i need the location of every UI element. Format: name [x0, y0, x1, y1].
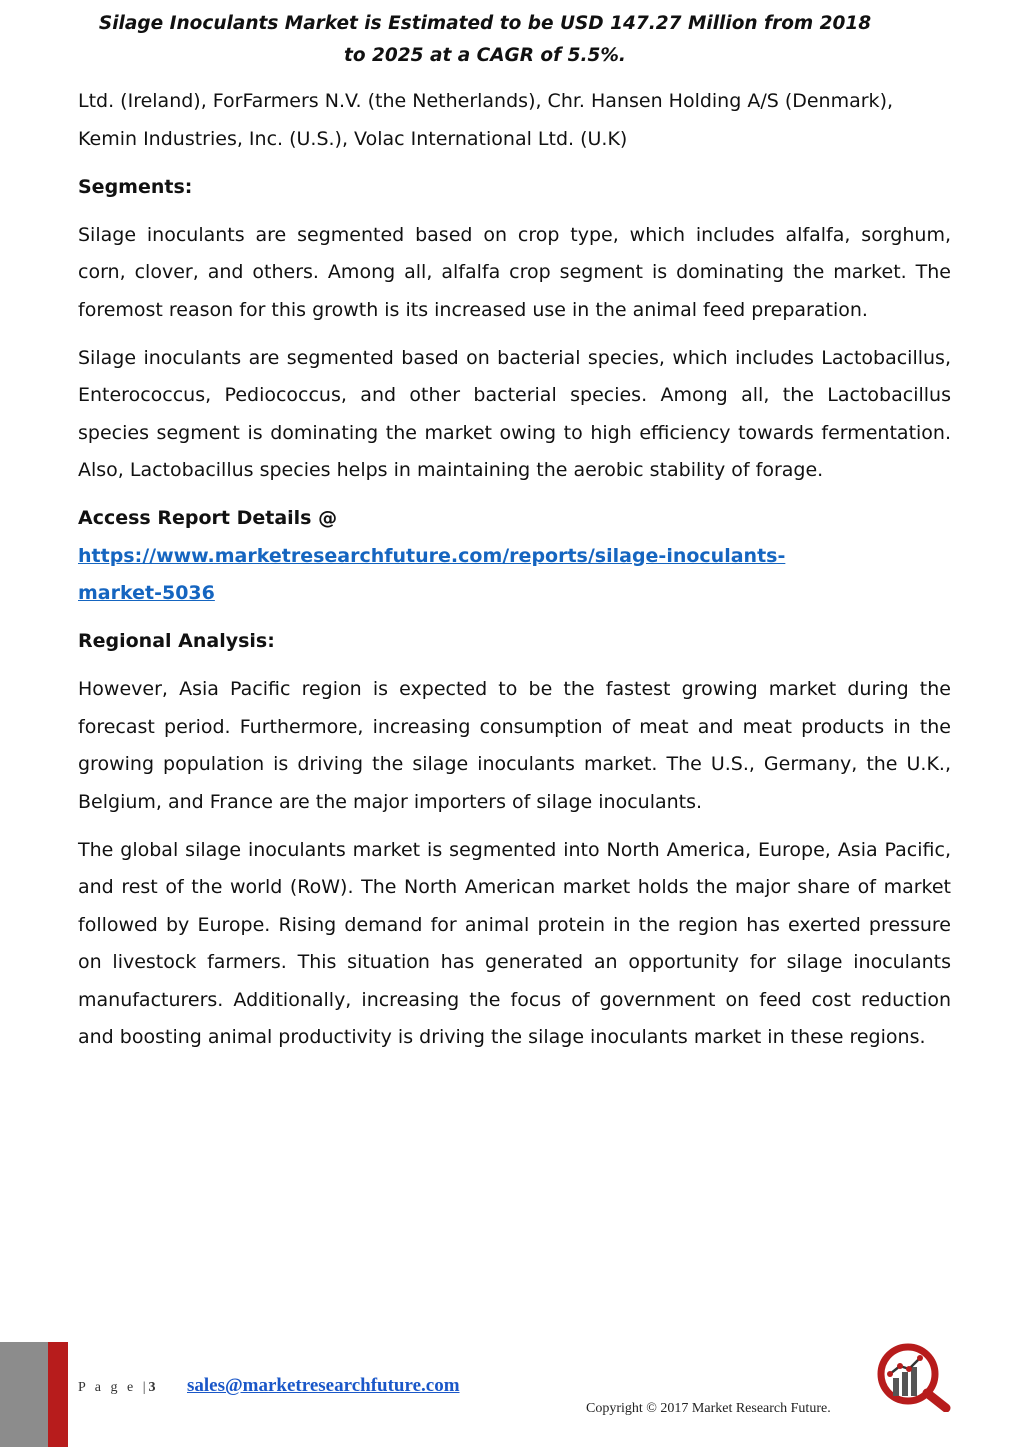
page-label-text: P a g e | — [78, 1380, 149, 1395]
header-title-line-1: Silage Inoculants Market is Estimated to be USD 147.27 Million from 2018 — [98, 13, 872, 34]
segments-heading: Segments: — [78, 175, 193, 198]
regional-heading: Regional Analysis: — [78, 630, 275, 652]
segments-paragraph-bacterial-species: Silage inoculants are segmented based on bacterial species, which includes Lactobacillus, Enterococcus, Pediococcus, and other bacterial species. Among all, the Lactobacillus species segment is dominating the market owing to high efficiency towards fermentation. Also, Lactobacillus species helps in maintaining the aerobic stability of forage. — [78, 346, 951, 481]
page-number-label — [78, 1380, 156, 1396]
market-research-future-logo-icon — [876, 1340, 952, 1412]
sales-email-link[interactable]: sales@marketresearchfuture.com — [187, 1375, 460, 1396]
footer-red-bar — [48, 1342, 68, 1447]
access-report-block — [78, 500, 951, 613]
page-number: 3 — [148, 1380, 156, 1395]
regional-paragraph-global: The global silage inoculants market is segmented into North America, Europe, Asia Pacific, and rest of the world (RoW). The North American market holds the major share of market followed by Europe. Rising demand for animal protein in the region has exerted pressure on livestock farmers. This situation has generated an opportunity for silage inoculants manufacturers. Additionally, increasing the focus of government on feed cost reduction and boosting animal productivity is driving the silage inoculants market in these regions. — [78, 838, 951, 1048]
footer-gray-bar — [0, 1342, 48, 1447]
header-title-line-2: to 2025 at a CAGR of 5.5%. — [344, 45, 626, 66]
report-link[interactable] — [78, 538, 951, 613]
report-link-line-2: market-5036 — [78, 582, 215, 604]
segments-paragraph-crop-type: Silage inoculants are segmented based on crop type, which includes alfalfa, sorghum, corn, clover, and others. Among all, alfalfa crop segment is dominating the market. The foremost reason for this growth is its increased use in the animal feed preparation. — [78, 223, 951, 321]
access-report-label: Access Report Details @ — [78, 507, 338, 529]
document-body — [78, 83, 951, 1067]
document-header — [60, 8, 910, 72]
copyright-text: Copyright © 2017 Market Research Future. — [586, 1401, 831, 1416]
report-link-line-1: https://www.marketresearchfuture.com/reports/silage-inoculants- — [78, 544, 786, 567]
intro-paragraph: Ltd. (Ireland), ForFarmers N.V. (the Netherlands), Chr. Hansen Holding A/S (Denmark), Kemin Industries, Inc. (U.S.), Volac International Ltd. (U.K) — [78, 90, 894, 150]
regional-paragraph-asia-pacific: However, Asia Pacific region is expected to be the fastest growing market during the forecast period. Furthermore, increasing consumption of meat and meat products in the growing population is driving the silage inoculants market. The U.S., Germany, the U.K., Belgium, and France are the major importers of silage inoculants. — [78, 678, 951, 813]
